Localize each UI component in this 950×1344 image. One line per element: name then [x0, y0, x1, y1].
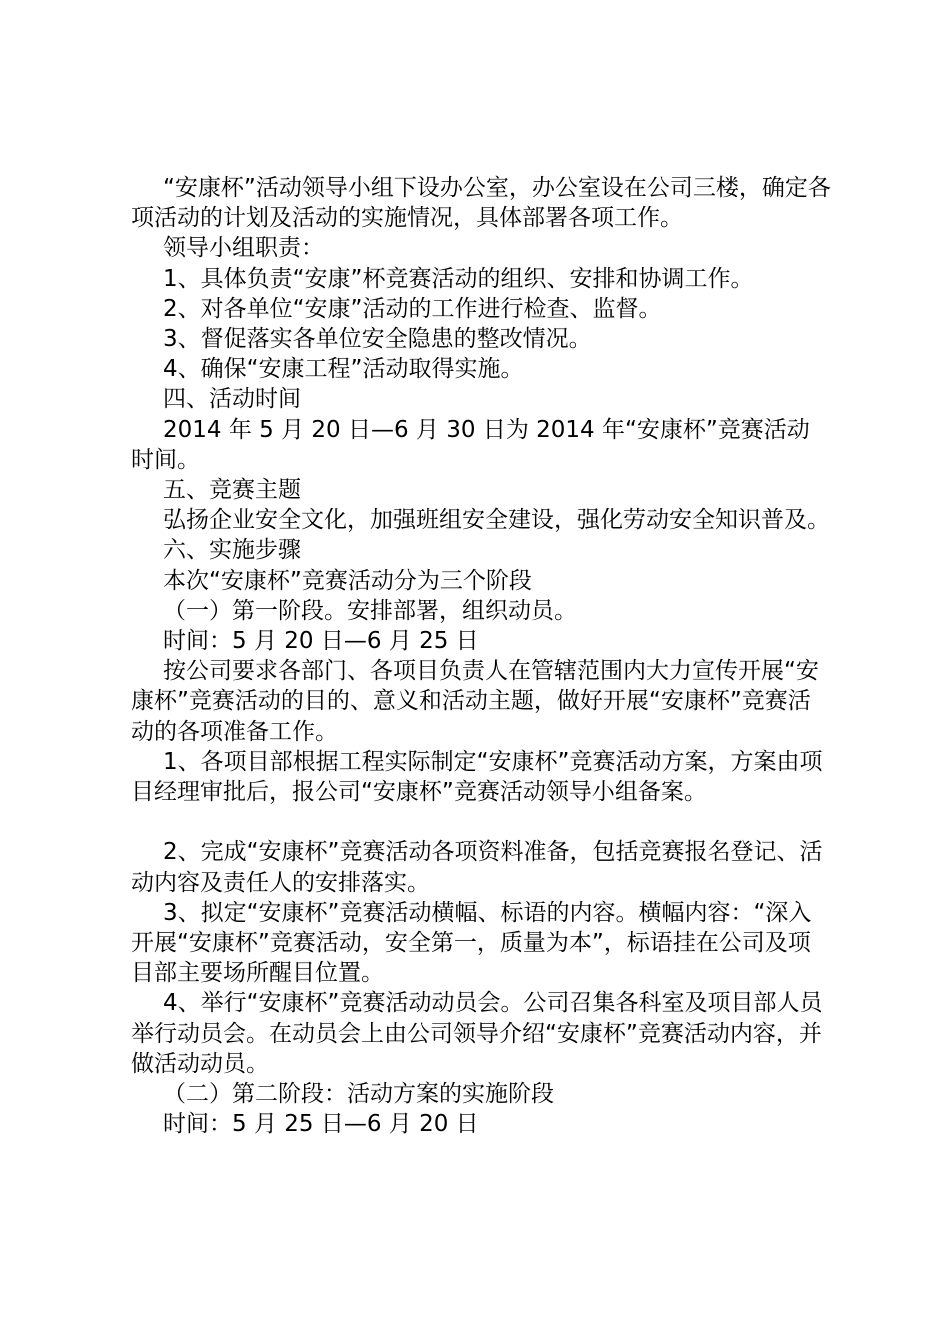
paragraph-duties-heading: 领导小组职责：: [163, 235, 324, 262]
paragraph-duty-1: 1、具体负责“安康”杯竞赛活动的组织、安排和协调工作。: [163, 265, 754, 292]
paragraph-stage-1-item-3: 3、拟定“安康杯”竞赛活动横幅、标语的内容。横幅内容：“深入开展“安康杯”竞赛活动，安全第一，质量为本”，标语挂在公司及项目部主要场所醒目位置。: [131, 899, 812, 987]
paragraph-theme: 弘扬企业安全文化，加强班组安全建设，强化劳动安全知识普及。: [163, 507, 830, 534]
paragraph-stage-1-heading: （一）第一阶段。安排部署，组织动员。: [163, 597, 577, 624]
paragraph-duty-2: 2、对各单位“安康”活动的工作进行检查、监督。: [163, 295, 662, 322]
paragraph-duty-3: 3、督促落实各单位安全隐患的整改情况。: [163, 326, 592, 353]
paragraph-stage-2-heading: （二）第二阶段：活动方案的实施阶段: [163, 1081, 554, 1108]
paragraph-stage-1-item-1: 1、各项目部根据工程实际制定“安康杯”竞赛活动方案，方案由项目经理审批后，报公司“安康杯”竞赛活动领导小组备案。: [131, 748, 823, 806]
section-heading-time: 四、活动时间: [163, 386, 301, 413]
document-body: [131, 173, 831, 1139]
paragraph-stage-1-item-2: 2、完成“安康杯”竞赛活动各项资料准备，包括竞赛报名登记、活动内容及责任人的安排落实。: [131, 839, 823, 896]
paragraph-office-setup: “安康杯”活动领导小组下设办公室，办公室设在公司三楼，确定各项活动的计划及活动的实施情况，具体部署各项工作。: [131, 175, 831, 232]
section-heading-steps: 六、实施步骤: [163, 537, 301, 564]
paragraph-activity-time: 2014 年 5 月 20 日—6 月 30 日为 2014 年“安康杯”竞赛活动时间。: [131, 416, 810, 473]
section-heading-theme: 五、竞赛主题: [163, 477, 301, 504]
paragraph-blank-line: [131, 807, 831, 837]
paragraph-stages-intro: 本次“安康杯”竞赛活动分为三个阶段: [163, 567, 532, 594]
paragraph-stage-1-item-4: 4、举行“安康杯”竞赛活动动员会。公司召集各科室及项目部人员举行动员会。在动员会上由公司领导介绍“安康杯”竞赛活动内容，并做活动动员。: [131, 990, 823, 1077]
paragraph-stage-1-time: 时间：5 月 20 日—6 月 25 日: [163, 628, 479, 655]
paragraph-stage-2-time: 时间：5 月 25 日—6 月 20 日: [163, 1111, 479, 1138]
paragraph-stage-1-description: 按公司要求各部门、各项目负责人在管辖范围内大力宣传开展“安康杯”竞赛活动的目的、意义和活动主题，做好开展“安康杯”竞赛活动的各项准备工作。: [131, 658, 819, 745]
paragraph-duty-4: 4、确保“安康工程”活动取得实施。: [163, 356, 524, 383]
